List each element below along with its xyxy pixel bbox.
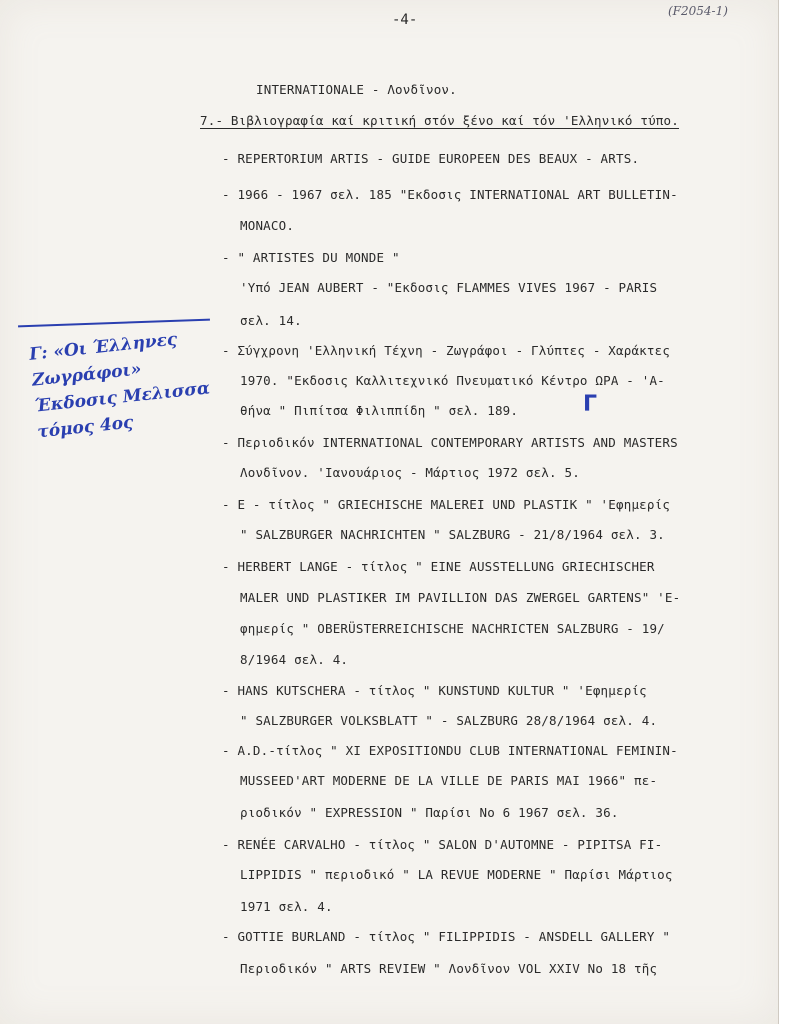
text-line: - A.D.-τίτλος " XI EXPOSITIONDU CLUB INTERNATIONAL FEMININ- xyxy=(222,743,678,758)
text-line: 1971 σελ. 4. xyxy=(240,899,333,914)
text-line: MALER UND PLASTIKER IM PAVILLION DAS ZWERGEL GARTENS" 'E- xyxy=(240,590,681,605)
text-line: - RENÉE CARVALHO - τίτλος " SALON D'AUTOMNE - PIPITSA FI- xyxy=(222,837,663,852)
text-line: θήνα " Πιπίτσα Φιλιππίδη " σελ. 189. xyxy=(240,403,519,418)
text-line: 8/1964 σελ. 4. xyxy=(240,652,349,667)
text-line: - Σύγχρονη 'Ελληνική Τέχνη - Ζωγράφοι - Γλύπτες - Χαράκτες xyxy=(222,343,671,358)
text-line: MUSSEED'ART MODERNE DE LA VILLE DE PARIS MAI 1966" πε- xyxy=(240,773,658,788)
text-line: LIPPIDIS " περιοδικό " LA REVUE MODERNE " Παρίσι Μάρτιος xyxy=(240,867,673,882)
text-line: " SALZBURGER NACHRICHTEN " SALZBURG - 21/8/1964 σελ. 3. xyxy=(240,527,665,542)
page-number: -4- xyxy=(392,12,418,28)
text-line: INTERNATIONALE - Λονδῖνον. xyxy=(256,82,457,97)
text-line: 1970. "Εκδοσις Καλλιτεχνικό Πνευματικό Κέντρο ΩΡΑ - 'Α- xyxy=(240,373,665,388)
text-line: " SALZBURGER VOLKSBLATT " - SALZBURG 28/8/1964 σελ. 4. xyxy=(240,713,658,728)
archive-reference-note: (F2054-1) xyxy=(668,4,728,18)
text-line: - HANS KUTSCHERA - τίτλος " KUNSTUND KULTUR " 'Εφημερίς xyxy=(222,683,647,698)
text-line: φημερίς " OBERÜSTERREICHISCHE NACHRICTEN SALZBURG - 19/ xyxy=(240,621,665,636)
text-line: Περιοδικόν " ARTS REVIEW " Λονδῖνον VOL XXIV No 18 τῆς xyxy=(240,961,658,976)
text-line: - HERBERT LANGE - τίτλος " EINE AUSSTELLUNG GRIECHISCHER xyxy=(222,559,655,574)
text-line: ριοδικόν " EXPRESSION " Παρίσι No 6 1967 σελ. 36. xyxy=(240,805,619,820)
text-line: Λονδῖνον. 'Ιανουάριος - Μάρτιος 1972 σελ. 5. xyxy=(240,465,580,480)
text-line: - 1966 - 1967 σελ. 185 "Εκδοσις INTERNATIONAL ART BULLETIN- xyxy=(222,187,678,202)
handwritten-margin-mark: Γ xyxy=(583,392,598,417)
section-heading: 7.- Βιβλιογραφία καί κριτική στόν ξένο καί τόν 'Ελληνικό τύπο. xyxy=(200,113,679,128)
text-line: 'Υπό JEAN AUBERT - "Εκδοσις FLAMMES VIVES 1967 - PARIS xyxy=(240,280,658,295)
text-line: - " ARTISTES DU MONDE " xyxy=(222,250,400,265)
text-line: - REPERTORIUM ARTIS - GUIDE EUROPEEN DES BEAUX - ARTS. xyxy=(222,151,640,166)
text-line: MONACO. xyxy=(240,218,295,233)
handwritten-annotation: Γ: «Οι Έλληνες Ζωγράφοι» Έκδοσις Μελισσα τόμος 4ος xyxy=(28,329,211,443)
text-line: - Περιοδικόν INTERNATIONAL CONTEMPORARY ARTISTS AND MASTERS xyxy=(222,435,678,450)
text-line: - GOTTIE BURLAND - τίτλος " FILIPPIDIS - ANSDELL GALLERY " xyxy=(222,929,671,944)
text-line: - Ε - τίτλος " GRIECHISCHE MALEREI UND PLASTIK " 'Εφημερίς xyxy=(222,497,671,512)
text-line: σελ. 14. xyxy=(240,313,302,328)
